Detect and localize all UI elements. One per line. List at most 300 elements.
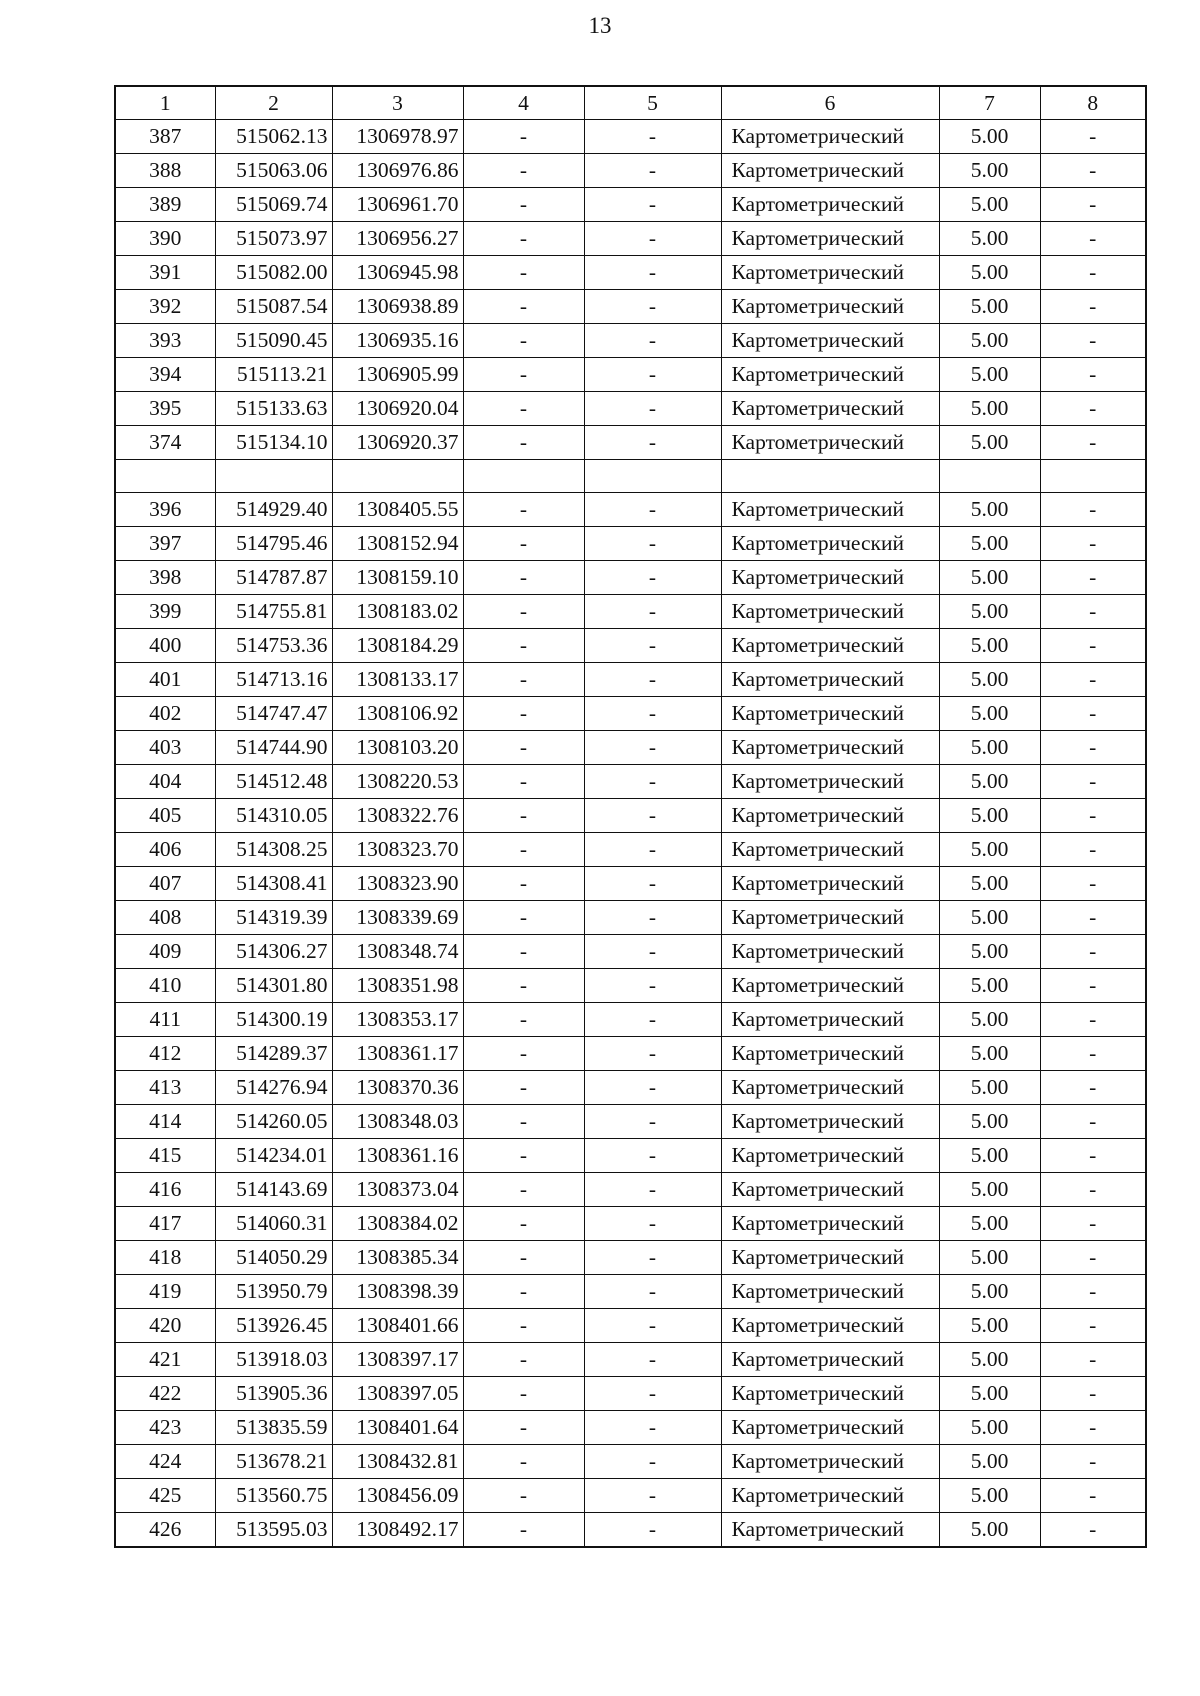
cell-col-5: - [584, 1071, 721, 1105]
cell-method: Картометрический [721, 154, 939, 188]
cell-coord-y: 1308401.66 [332, 1309, 463, 1343]
cell-accuracy: 5.00 [939, 120, 1040, 154]
cell-accuracy: 5.00 [939, 901, 1040, 935]
cell-col-8: - [1040, 1275, 1146, 1309]
cell-point-number: 402 [115, 697, 215, 731]
cell-point-number: 404 [115, 765, 215, 799]
cell-col-8: - [1040, 799, 1146, 833]
cell-coord-y: 1308401.64 [332, 1411, 463, 1445]
cell-point-number: 392 [115, 290, 215, 324]
cell-col-8: - [1040, 188, 1146, 222]
cell-col-8: - [1040, 935, 1146, 969]
cell-col-8: - [1040, 1105, 1146, 1139]
cell-method: Картометрический [721, 1037, 939, 1071]
cell-coord-y: 1308159.10 [332, 561, 463, 595]
cell-col-4: - [463, 290, 584, 324]
cell-col-8: - [1040, 256, 1146, 290]
cell-accuracy: 5.00 [939, 1513, 1040, 1548]
cell-coord-y: 1308361.17 [332, 1037, 463, 1071]
cell-point-number: 405 [115, 799, 215, 833]
cell-accuracy: 5.00 [939, 697, 1040, 731]
cell-col-5: - [584, 867, 721, 901]
cell-col-8: - [1040, 527, 1146, 561]
cell-point-number: 411 [115, 1003, 215, 1037]
cell-method [721, 460, 939, 493]
cell-coord-y: 1308397.17 [332, 1343, 463, 1377]
cell-col-4: - [463, 358, 584, 392]
cell-point-number: 394 [115, 358, 215, 392]
cell-col-5: - [584, 731, 721, 765]
cell-col-5: - [584, 1207, 721, 1241]
cell-method: Картометрический [721, 493, 939, 527]
cell-point-number: 401 [115, 663, 215, 697]
table-row [115, 595, 1146, 629]
cell-coord-y: 1306920.04 [332, 392, 463, 426]
cell-method: Картометрический [721, 969, 939, 1003]
table-separator-row [115, 460, 1146, 493]
cell-point-number: 409 [115, 935, 215, 969]
cell-coord-x: 514753.36 [215, 629, 332, 663]
table-row [115, 1309, 1146, 1343]
table-header-row [115, 86, 1146, 120]
cell-col-4: - [463, 1275, 584, 1309]
cell-accuracy: 5.00 [939, 1071, 1040, 1105]
table-row [115, 1071, 1146, 1105]
table-row [115, 290, 1146, 324]
cell-coord-x: 514060.31 [215, 1207, 332, 1241]
cell-col-8: - [1040, 867, 1146, 901]
cell-method: Картометрический [721, 1105, 939, 1139]
table-row [115, 663, 1146, 697]
cell-col-5: - [584, 1445, 721, 1479]
cell-col-5: - [584, 1105, 721, 1139]
cell-method: Картометрический [721, 1343, 939, 1377]
cell-accuracy: 5.00 [939, 1445, 1040, 1479]
table-row [115, 1173, 1146, 1207]
table-row [115, 1275, 1146, 1309]
cell-col-4: - [463, 629, 584, 663]
cell-col-5: - [584, 1003, 721, 1037]
cell-col-4: - [463, 120, 584, 154]
cell-point-number: 399 [115, 595, 215, 629]
cell-method: Картометрический [721, 935, 939, 969]
cell-point-number: 422 [115, 1377, 215, 1411]
cell-col-5: - [584, 1275, 721, 1309]
cell-accuracy: 5.00 [939, 493, 1040, 527]
cell-col-5: - [584, 969, 721, 1003]
cell-col-5: - [584, 1309, 721, 1343]
cell-coord-y: 1308322.76 [332, 799, 463, 833]
cell-col-4: - [463, 901, 584, 935]
cell-coord-x: 514787.87 [215, 561, 332, 595]
cell-method: Картометрический [721, 765, 939, 799]
column-header-3: 3 [332, 86, 463, 120]
cell-col-5: - [584, 493, 721, 527]
cell-col-4: - [463, 595, 584, 629]
cell-col-8: - [1040, 1207, 1146, 1241]
cell-col-5: - [584, 1411, 721, 1445]
cell-coord-x: 514512.48 [215, 765, 332, 799]
cell-coord-x: 513560.75 [215, 1479, 332, 1513]
cell-method: Картометрический [721, 1513, 939, 1548]
cell-col-4: - [463, 867, 584, 901]
cell-col-4: - [463, 222, 584, 256]
cell-coord-y: 1308432.81 [332, 1445, 463, 1479]
cell-col-4: - [463, 663, 584, 697]
cell-point-number: 414 [115, 1105, 215, 1139]
cell-coord-x: 514929.40 [215, 493, 332, 527]
table-row [115, 561, 1146, 595]
cell-accuracy: 5.00 [939, 1139, 1040, 1173]
cell-accuracy: 5.00 [939, 561, 1040, 595]
table-row [115, 1377, 1146, 1411]
cell-col-5: - [584, 154, 721, 188]
cell-coord-y: 1306938.89 [332, 290, 463, 324]
cell-method: Картометрический [721, 1377, 939, 1411]
table-row [115, 867, 1146, 901]
cell-point-number: 395 [115, 392, 215, 426]
table-row [115, 154, 1146, 188]
cell-coord-x: 514300.19 [215, 1003, 332, 1037]
cell-col-8: - [1040, 595, 1146, 629]
cell-col-5: - [584, 1241, 721, 1275]
cell-col-5: - [584, 901, 721, 935]
cell-col-8: - [1040, 663, 1146, 697]
cell-coord-y: 1306935.16 [332, 324, 463, 358]
cell-point-number: 388 [115, 154, 215, 188]
table-row [115, 222, 1146, 256]
cell-point-number: 406 [115, 833, 215, 867]
cell-coord-y: 1306961.70 [332, 188, 463, 222]
cell-coord-y: 1308152.94 [332, 527, 463, 561]
cell-col-5: - [584, 1037, 721, 1071]
cell-method: Картометрический [721, 222, 939, 256]
column-header-6: 6 [721, 86, 939, 120]
cell-coord-y: 1308323.90 [332, 867, 463, 901]
cell-col-4: - [463, 1003, 584, 1037]
cell-accuracy: 5.00 [939, 324, 1040, 358]
cell-point-number: 423 [115, 1411, 215, 1445]
cell-method: Картометрический [721, 188, 939, 222]
cell-col-8: - [1040, 1173, 1146, 1207]
cell-accuracy: 5.00 [939, 731, 1040, 765]
cell-method: Картометрический [721, 1445, 939, 1479]
cell-col-5: - [584, 629, 721, 663]
cell-method: Картометрический [721, 833, 939, 867]
cell-col-8: - [1040, 358, 1146, 392]
cell-method: Картометрический [721, 629, 939, 663]
cell-method: Картометрический [721, 731, 939, 765]
cell-coord-y: 1306956.27 [332, 222, 463, 256]
cell-method: Картометрический [721, 867, 939, 901]
cell-coord-x: 514713.16 [215, 663, 332, 697]
cell-col-4: - [463, 1139, 584, 1173]
cell-coord-y: 1306945.98 [332, 256, 463, 290]
cell-col-5: - [584, 527, 721, 561]
cell-col-8: - [1040, 392, 1146, 426]
cell-accuracy: 5.00 [939, 1207, 1040, 1241]
cell-col-5: - [584, 799, 721, 833]
table-row [115, 527, 1146, 561]
cell-point-number: 408 [115, 901, 215, 935]
cell-accuracy: 5.00 [939, 1003, 1040, 1037]
cell-col-5: - [584, 663, 721, 697]
cell-method: Картометрический [721, 901, 939, 935]
cell-coord-x: 514795.46 [215, 527, 332, 561]
table-row [115, 426, 1146, 460]
cell-col-8: - [1040, 1071, 1146, 1105]
cell-accuracy: 5.00 [939, 969, 1040, 1003]
table-row [115, 256, 1146, 290]
cell-col-4: - [463, 1309, 584, 1343]
cell-point-number [115, 460, 215, 493]
cell-coord-x: 515133.63 [215, 392, 332, 426]
cell-point-number: 426 [115, 1513, 215, 1548]
cell-col-8: - [1040, 1513, 1146, 1548]
cell-coord-x: 514143.69 [215, 1173, 332, 1207]
cell-point-number: 412 [115, 1037, 215, 1071]
cell-col-5: - [584, 1513, 721, 1548]
cell-accuracy: 5.00 [939, 1377, 1040, 1411]
cell-accuracy: 5.00 [939, 392, 1040, 426]
cell-col-8: - [1040, 1037, 1146, 1071]
cell-coord-x: 514260.05 [215, 1105, 332, 1139]
cell-col-4 [463, 460, 584, 493]
cell-point-number: 403 [115, 731, 215, 765]
cell-col-4: - [463, 1343, 584, 1377]
cell-coord-x: 514310.05 [215, 799, 332, 833]
cell-coord-y: 1308220.53 [332, 765, 463, 799]
cell-col-4: - [463, 527, 584, 561]
cell-col-5: - [584, 935, 721, 969]
cell-col-5: - [584, 188, 721, 222]
cell-accuracy: 5.00 [939, 1105, 1040, 1139]
cell-accuracy: 5.00 [939, 1309, 1040, 1343]
cell-coord-x: 513678.21 [215, 1445, 332, 1479]
cell-col-8: - [1040, 1479, 1146, 1513]
cell-col-5: - [584, 290, 721, 324]
cell-coord-y: 1306978.97 [332, 120, 463, 154]
cell-point-number: 420 [115, 1309, 215, 1343]
table-row [115, 1139, 1146, 1173]
cell-col-8: - [1040, 833, 1146, 867]
coordinates-table [114, 85, 1147, 1548]
cell-coord-x: 514301.80 [215, 969, 332, 1003]
table-row [115, 1241, 1146, 1275]
cell-coord-y: 1308133.17 [332, 663, 463, 697]
cell-col-4: - [463, 1479, 584, 1513]
table-row [115, 833, 1146, 867]
cell-accuracy: 5.00 [939, 154, 1040, 188]
cell-coord-x: 514289.37 [215, 1037, 332, 1071]
cell-col-8: - [1040, 120, 1146, 154]
cell-accuracy: 5.00 [939, 935, 1040, 969]
cell-col-4: - [463, 697, 584, 731]
cell-col-4: - [463, 1173, 584, 1207]
cell-col-4: - [463, 1105, 584, 1139]
cell-col-5: - [584, 1479, 721, 1513]
cell-coord-y: 1308106.92 [332, 697, 463, 731]
column-header-2: 2 [215, 86, 332, 120]
cell-col-4: - [463, 1241, 584, 1275]
cell-point-number: 400 [115, 629, 215, 663]
cell-accuracy: 5.00 [939, 1411, 1040, 1445]
cell-method: Картометрический [721, 256, 939, 290]
cell-col-4: - [463, 324, 584, 358]
table-row [115, 969, 1146, 1003]
cell-accuracy: 5.00 [939, 527, 1040, 561]
cell-point-number: 398 [115, 561, 215, 595]
cell-coord-x: 513950.79 [215, 1275, 332, 1309]
table-row [115, 935, 1146, 969]
cell-col-5: - [584, 765, 721, 799]
cell-col-8: - [1040, 1309, 1146, 1343]
column-header-8: 8 [1040, 86, 1146, 120]
cell-col-5: - [584, 120, 721, 154]
cell-col-8: - [1040, 765, 1146, 799]
cell-method: Картометрический [721, 1275, 939, 1309]
cell-col-4: - [463, 154, 584, 188]
cell-coord-x: 514319.39 [215, 901, 332, 935]
table-row [115, 731, 1146, 765]
cell-coord-x [215, 460, 332, 493]
cell-accuracy: 5.00 [939, 595, 1040, 629]
cell-point-number: 390 [115, 222, 215, 256]
cell-col-5: - [584, 561, 721, 595]
cell-point-number: 417 [115, 1207, 215, 1241]
cell-coord-y: 1306905.99 [332, 358, 463, 392]
cell-point-number: 413 [115, 1071, 215, 1105]
cell-coord-x: 514744.90 [215, 731, 332, 765]
cell-coord-x: 513926.45 [215, 1309, 332, 1343]
cell-point-number: 387 [115, 120, 215, 154]
cell-col-8: - [1040, 1377, 1146, 1411]
cell-point-number: 425 [115, 1479, 215, 1513]
cell-point-number: 391 [115, 256, 215, 290]
cell-coord-x: 514234.01 [215, 1139, 332, 1173]
cell-coord-y: 1308184.29 [332, 629, 463, 663]
table-row [115, 765, 1146, 799]
cell-method: Картометрический [721, 1241, 939, 1275]
cell-col-5: - [584, 392, 721, 426]
cell-coord-y: 1308348.03 [332, 1105, 463, 1139]
cell-coord-x: 515063.06 [215, 154, 332, 188]
cell-col-8: - [1040, 493, 1146, 527]
cell-col-8: - [1040, 561, 1146, 595]
cell-accuracy: 5.00 [939, 799, 1040, 833]
cell-col-4: - [463, 426, 584, 460]
cell-coord-y: 1308456.09 [332, 1479, 463, 1513]
cell-accuracy: 5.00 [939, 1343, 1040, 1377]
cell-coord-x: 514747.47 [215, 697, 332, 731]
cell-accuracy: 5.00 [939, 663, 1040, 697]
cell-coord-x: 515069.74 [215, 188, 332, 222]
cell-col-5: - [584, 1139, 721, 1173]
cell-coord-x: 513595.03 [215, 1513, 332, 1548]
cell-point-number: 393 [115, 324, 215, 358]
cell-coord-y: 1308323.70 [332, 833, 463, 867]
cell-accuracy: 5.00 [939, 256, 1040, 290]
cell-accuracy: 5.00 [939, 222, 1040, 256]
table-row [115, 1445, 1146, 1479]
cell-col-5 [584, 460, 721, 493]
cell-col-4: - [463, 935, 584, 969]
cell-col-4: - [463, 1445, 584, 1479]
cell-point-number: 421 [115, 1343, 215, 1377]
column-header-7: 7 [939, 86, 1040, 120]
cell-coord-y: 1308405.55 [332, 493, 463, 527]
table-row [115, 1479, 1146, 1513]
cell-coord-y: 1308370.36 [332, 1071, 463, 1105]
cell-col-8: - [1040, 426, 1146, 460]
cell-point-number: 415 [115, 1139, 215, 1173]
cell-method: Картометрический [721, 1309, 939, 1343]
cell-coord-y: 1308385.34 [332, 1241, 463, 1275]
cell-coord-x: 515134.10 [215, 426, 332, 460]
cell-coord-y: 1308397.05 [332, 1377, 463, 1411]
cell-method: Картометрический [721, 392, 939, 426]
cell-col-4: - [463, 969, 584, 1003]
cell-col-8: - [1040, 324, 1146, 358]
cell-coord-x: 514050.29 [215, 1241, 332, 1275]
cell-col-8: - [1040, 222, 1146, 256]
cell-col-4: - [463, 188, 584, 222]
cell-coord-x: 514308.41 [215, 867, 332, 901]
cell-coord-y: 1306920.37 [332, 426, 463, 460]
table-row [115, 188, 1146, 222]
table-row [115, 358, 1146, 392]
column-header-5: 5 [584, 86, 721, 120]
cell-point-number: 419 [115, 1275, 215, 1309]
cell-col-8: - [1040, 1139, 1146, 1173]
cell-method: Картометрический [721, 663, 939, 697]
cell-col-4: - [463, 561, 584, 595]
cell-method: Картометрический [721, 290, 939, 324]
cell-coord-y: 1308384.02 [332, 1207, 463, 1241]
cell-coord-x: 515073.97 [215, 222, 332, 256]
cell-col-4: - [463, 1037, 584, 1071]
cell-point-number: 418 [115, 1241, 215, 1275]
cell-col-4: - [463, 765, 584, 799]
cell-col-5: - [584, 222, 721, 256]
cell-col-5: - [584, 697, 721, 731]
cell-accuracy: 5.00 [939, 358, 1040, 392]
cell-method: Картометрический [721, 799, 939, 833]
cell-col-8: - [1040, 1003, 1146, 1037]
cell-accuracy: 5.00 [939, 833, 1040, 867]
table-row [115, 1411, 1146, 1445]
cell-method: Картометрический [721, 1139, 939, 1173]
cell-coord-x: 513835.59 [215, 1411, 332, 1445]
cell-method: Картометрический [721, 120, 939, 154]
table-row [115, 697, 1146, 731]
cell-method: Картометрический [721, 561, 939, 595]
cell-method: Картометрический [721, 595, 939, 629]
cell-method: Картометрический [721, 1003, 939, 1037]
table-row [115, 799, 1146, 833]
cell-col-4: - [463, 1377, 584, 1411]
cell-accuracy: 5.00 [939, 426, 1040, 460]
cell-col-8: - [1040, 731, 1146, 765]
table-row [115, 1513, 1146, 1548]
cell-point-number: 374 [115, 426, 215, 460]
cell-col-4: - [463, 833, 584, 867]
cell-col-5: - [584, 833, 721, 867]
cell-coord-x: 514308.25 [215, 833, 332, 867]
cell-method: Картометрический [721, 1207, 939, 1241]
cell-accuracy: 5.00 [939, 290, 1040, 324]
cell-coord-y: 1308183.02 [332, 595, 463, 629]
